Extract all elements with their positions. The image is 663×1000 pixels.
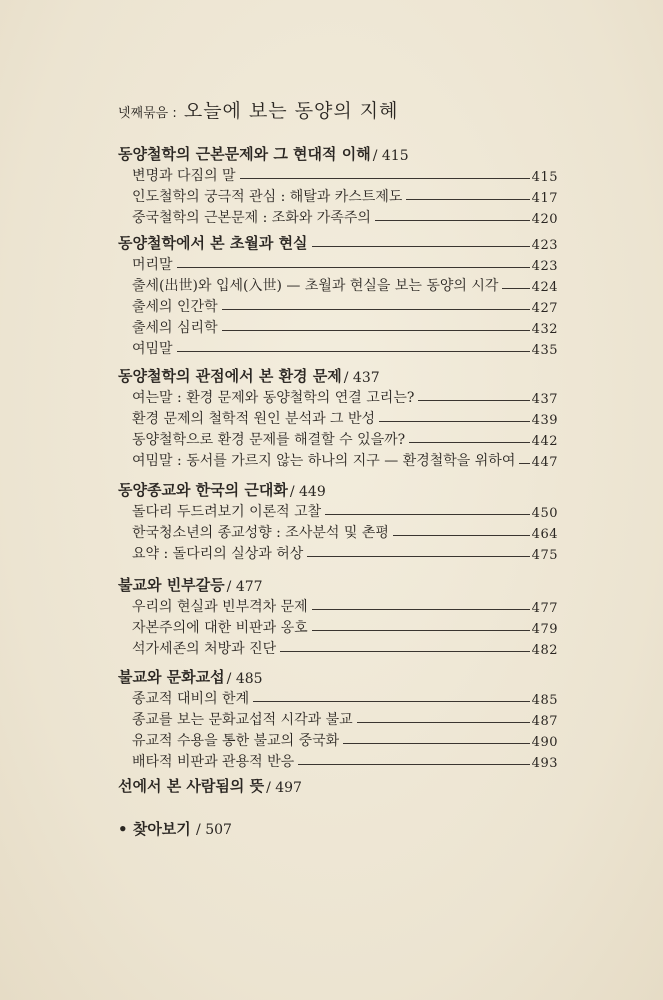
chapter-title: 불교와 빈부갈등 (118, 576, 225, 594)
entry-page: 423 (531, 259, 558, 274)
entry-page: 427 (531, 301, 558, 316)
entry-page: 450 (531, 506, 558, 521)
entry-label: 우리의 현실과 빈부격차 문제 (132, 599, 308, 615)
chapter-page-ref: / 485 (226, 671, 263, 687)
entry-page: 420 (531, 212, 558, 227)
toc-entry (118, 595, 558, 616)
toc-entry (118, 542, 558, 563)
leader-line (312, 608, 530, 610)
part-label: 넷째묶음 : (118, 106, 177, 121)
leader-line (406, 198, 529, 200)
chapter-2 (118, 233, 558, 358)
entry-page: 490 (531, 735, 558, 750)
leader-line (298, 763, 530, 765)
chapter-title-line (118, 480, 558, 500)
entry-page: 415 (531, 170, 558, 185)
index-line (118, 818, 232, 839)
toc-entry (118, 407, 558, 428)
entry-label: 환경 문제의 철학적 원인 분석과 그 반성 (132, 411, 376, 427)
entry-page: 435 (531, 343, 558, 358)
chapter-title-line (118, 233, 558, 253)
toc-entry (118, 337, 558, 358)
entry-page: 447 (531, 455, 558, 470)
leader-line (177, 350, 530, 352)
entry-label: 돌다리 두드려보기 이론적 고찰 (132, 504, 322, 520)
entry-label: 출세(出世)와 입세(入世) — 초월과 현실을 보는 동양의 시각 (132, 278, 499, 294)
leader-line (393, 534, 530, 536)
entry-label: 배타적 비판과 관용적 반응 (132, 754, 295, 770)
leader-line (502, 287, 529, 289)
entry-page: 437 (531, 392, 558, 407)
index-title: 찾아보기 (132, 820, 191, 838)
chapter-title-line (118, 575, 558, 595)
chapter-title-line (118, 776, 558, 796)
toc-entry (118, 164, 558, 185)
leader-line (519, 462, 529, 464)
entry-page: 442 (531, 434, 558, 449)
entry-page: 417 (531, 191, 558, 206)
chapter-title-line (118, 667, 558, 687)
index-page-ref: / 507 (196, 822, 232, 838)
leader-line (343, 742, 530, 744)
entry-label: 여는말 : 환경 문제와 동양철학의 연결 고리는? (132, 390, 415, 406)
part-title: 오늘에 보는 동양의 지혜 (183, 100, 399, 122)
entry-label: 유교적 수용을 통한 불교의 중국화 (132, 733, 340, 749)
leader-line (312, 245, 530, 247)
entry-label: 출세의 인간학 (132, 299, 218, 315)
leader-line (357, 721, 530, 723)
chapter-page-ref: / 477 (226, 579, 263, 595)
chapter-page-ref: / 415 (372, 148, 409, 164)
toc-entry (118, 521, 558, 542)
entry-page: 482 (531, 643, 558, 658)
chapter-4 (118, 480, 558, 563)
leader-line (240, 177, 530, 179)
leader-line (222, 308, 530, 310)
entry-page: 475 (531, 548, 558, 563)
chapter-5 (118, 575, 558, 658)
chapter-title-line (118, 144, 558, 164)
entry-page: 439 (531, 413, 558, 428)
chapter-page-ref: / 449 (289, 484, 326, 500)
toc-entry (118, 253, 558, 274)
part-heading (118, 96, 399, 123)
toc-entry (118, 449, 558, 470)
toc-entry (118, 500, 558, 521)
leader-line (325, 513, 530, 515)
entry-page: 487 (531, 714, 558, 729)
chapter-page: 423 (531, 238, 558, 253)
toc-entry (118, 386, 558, 407)
entry-page: 479 (531, 622, 558, 637)
leader-line (375, 219, 530, 221)
chapter-page-ref: / 497 (266, 780, 302, 796)
leader-line (177, 266, 530, 268)
leader-line (418, 399, 529, 401)
chapter-6 (118, 667, 558, 771)
chapter-title: 선에서 본 사람됨의 뜻 (118, 777, 265, 795)
entry-label: 요약 : 돌다리의 실상과 허상 (132, 546, 304, 562)
entry-label: 한국청소년의 종교성향 : 조사분석 및 촌평 (132, 525, 389, 541)
leader-line (222, 329, 530, 331)
leader-line (307, 555, 529, 557)
chapter-title-line (118, 366, 558, 386)
leader-line (253, 700, 530, 702)
entry-page: 424 (531, 280, 558, 295)
chapter-title: 동양철학에서 본 초월과 현실 (118, 234, 308, 252)
chapter-1 (118, 144, 558, 227)
toc-entry (118, 708, 558, 729)
chapter-title: 동양철학의 근본문제와 그 현대적 이해 (118, 145, 371, 163)
toc-entry (118, 687, 558, 708)
entry-label: 종교를 보는 문화교섭적 시각과 불교 (132, 712, 353, 728)
bullet-icon: • (118, 820, 128, 838)
toc-entry (118, 428, 558, 449)
chapter-title: 불교와 문화교섭 (118, 668, 225, 686)
entry-label: 변명과 다짐의 말 (132, 168, 236, 184)
leader-line (312, 629, 530, 631)
toc-entry (118, 616, 558, 637)
entry-page: 477 (531, 601, 558, 616)
chapter-7 (118, 776, 558, 796)
leader-line (280, 650, 530, 652)
entry-label: 동양철학으로 환경 문제를 해결할 수 있을까? (132, 432, 406, 448)
entry-label: 종교적 대비의 한계 (132, 691, 250, 707)
toc-entry (118, 206, 558, 227)
chapter-page-ref: / 437 (343, 370, 380, 386)
entry-label: 석가세존의 처방과 진단 (132, 641, 277, 657)
toc-entry (118, 316, 558, 337)
toc-entry (118, 729, 558, 750)
entry-label: 여밈말 : 동서를 가르지 않는 하나의 지구 — 환경철학을 위하여 (132, 453, 516, 469)
chapter-title: 동양종교와 한국의 근대화 (118, 481, 288, 499)
leader-line (409, 441, 529, 443)
entry-page: 485 (531, 693, 558, 708)
toc-entry (118, 295, 558, 316)
leader-line (379, 420, 530, 422)
entry-page: 464 (531, 527, 558, 542)
entry-label: 중국철학의 근본문제 : 조화와 가족주의 (132, 210, 371, 226)
toc-entry (118, 274, 558, 295)
entry-label: 자본주의에 대한 비판과 옹호 (132, 620, 308, 636)
entry-label: 출세의 심리학 (132, 320, 218, 336)
entry-page: 432 (531, 322, 558, 337)
entry-page: 493 (531, 756, 558, 771)
toc-entry (118, 637, 558, 658)
entry-label: 인도철학의 궁극적 관심 : 해탈과 카스트제도 (132, 189, 403, 205)
entry-label: 여밈말 (132, 341, 173, 357)
chapter-title: 동양철학의 관점에서 본 환경 문제 (118, 367, 342, 385)
chapter-3 (118, 366, 558, 470)
entry-label: 머리말 (132, 257, 173, 273)
toc-entry (118, 750, 558, 771)
toc-entry (118, 185, 558, 206)
